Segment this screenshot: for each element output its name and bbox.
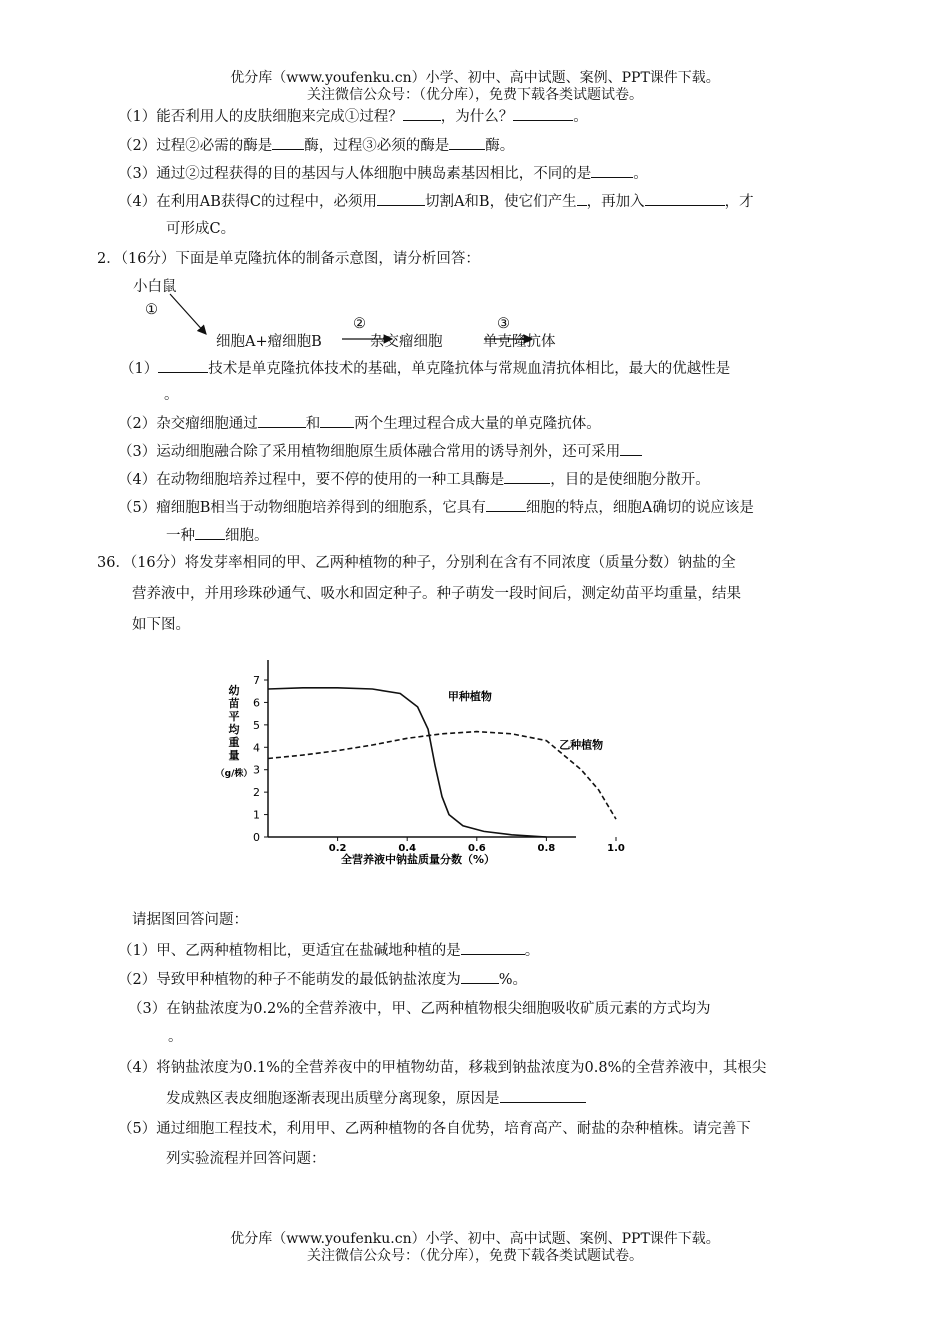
diagram-mouse: 小白鼠 <box>133 279 177 295</box>
y-tick-label: 6 <box>253 696 260 710</box>
q36-item-4-cont: 发成熟区表皮细胞逐渐表现出质壁分离现象，原因是 <box>166 1088 586 1109</box>
y-axis-label-unit: （g/株） <box>215 769 253 779</box>
q36-intro-2: 营养液中，并用珍珠砂通气、吸水和固定种子。种子萌发一段时间后，测定幼苗平均重量，结果 <box>132 586 741 602</box>
q1-item-4: （4）在利用AB获得C的过程中，必须用 切割A和B，使它们产生 ，再加入 ，才 <box>118 191 754 212</box>
x-tick-label: 0.4 <box>398 843 417 854</box>
series-label-2: 乙种植物 <box>559 738 604 752</box>
answer-blank[interactable] <box>195 525 225 540</box>
q36-item-5: （5）通过细胞工程技术，利用甲、乙两种植物的各自优势，培育高产、耐盐的杂种植株。请完善下 <box>118 1121 751 1137</box>
q36-item-4: （4）将钠盐浓度为0.1%的全营养夜中的甲植物幼苗，移栽到钠盐浓度为0.8%的全营养液中，其根尖 <box>118 1060 767 1076</box>
x-tick-label: 0.2 <box>328 843 347 854</box>
page-footer-line1: 优分库（www.youfenku.cn）小学、初中、高中试题、案例、PPT课件下载。 <box>230 1231 720 1247</box>
diagram-cells: 细胞A+瘤细胞B <box>216 334 322 350</box>
q36-intro-1: 36．（16分）将发芽率相同的甲、乙两种植物的种子，分别利在含有不同浓度（质量分数）钠盐的全 <box>97 555 736 571</box>
q2-item-2: （2）杂交瘤细胞通过 和 两个生理过程合成大量的单克隆抗体。 <box>118 413 601 434</box>
q1-item-2: （2）过程②必需的酶是 酶，过程③必须的酶是 酶。 <box>118 135 514 156</box>
series-label-1: 甲种植物 <box>447 690 492 704</box>
q36-item-2: （2）导致甲种植物的种子不能萌发的最低钠盐浓度为 %。 <box>118 969 527 990</box>
q2-item-4: （4）在动物细胞培养过程中，要不停的使用的一种工具酶是 ，目的是使细胞分散开。 <box>118 469 710 490</box>
y-axis-label-char: 量 <box>228 749 240 762</box>
q36-item-3: （3）在钠盐浓度为0.2%的全营养液中，甲、乙两种植物根尖细胞吸收矿质元素的方式均为 <box>128 1001 711 1017</box>
chart-xlabel: 全营养液中钠盐质量分数（%） <box>340 853 496 866</box>
q36-item-1: （1）甲、乙两种植物相比，更适宜在盐碱地种植的是 。 <box>118 940 539 961</box>
q36-prompt: 请据图回答问题： <box>132 912 248 928</box>
answer-blank[interactable] <box>504 469 550 484</box>
diagram-hybridoma: 杂交瘤细胞 <box>370 334 443 350</box>
q2-title: 2．（16分）下面是单克隆抗体的制备示意图，请分析回答： <box>97 251 480 267</box>
answer-blank[interactable] <box>258 413 306 428</box>
y-axis-label-char: 平 <box>228 710 240 723</box>
page-header-line1: 优分库（www.youfenku.cn）小学、初中、高中试题、案例、PPT课件下载。 <box>230 70 720 86</box>
q2-item-1: （1） 技术是单克隆抗体技术的基础，单克隆抗体与常规血清抗体相比，最大的优越性是 <box>120 358 730 379</box>
y-tick-label: 3 <box>253 763 260 777</box>
series-line-1 <box>268 688 546 837</box>
diagram-step-1: ① <box>145 302 158 318</box>
q2-item-5: （5）瘤细胞B相当于动物细胞培养得到的细胞系，它具有 细胞的特点，细胞A确切的说应该是 <box>118 497 754 518</box>
diagram-arrows <box>0 0 950 360</box>
y-axis-label-char: 重 <box>228 736 240 749</box>
q1-item-1: （1）能否利用人的皮肤细胞来完成①过程？ ，为什么？ 。 <box>118 106 588 127</box>
answer-blank[interactable] <box>500 1088 586 1103</box>
answer-blank[interactable] <box>461 969 499 984</box>
diagram-step-3: ③ <box>497 316 510 332</box>
y-tick-label: 0 <box>253 831 260 844</box>
page-header-line2: 关注微信公众号：（优分库），免费下载各类试题试卷。 <box>307 87 643 103</box>
y-tick-label: 5 <box>253 718 260 732</box>
answer-blank[interactable] <box>461 940 525 955</box>
q36-intro-3: 如下图。 <box>132 617 190 633</box>
y-axis-label-char: 幼 <box>228 684 240 697</box>
y-axis-label-char: 苗 <box>228 697 240 710</box>
answer-blank[interactable] <box>320 413 354 428</box>
answer-blank[interactable] <box>486 497 526 512</box>
diagram-antibody: 单克隆抗体 <box>483 334 556 350</box>
y-tick-label: 4 <box>253 741 260 755</box>
y-tick-label: 2 <box>253 786 260 800</box>
y-tick-label: 1 <box>253 808 260 822</box>
q2-item-5-cont: 一种 细胞。 <box>166 525 269 546</box>
q2-item-1-cont: 。 <box>164 387 179 403</box>
answer-blank[interactable] <box>620 441 642 456</box>
x-tick-label: 1.0 <box>607 843 625 854</box>
seedling-weight-chart <box>200 650 625 880</box>
x-tick-label: 0.8 <box>537 843 556 854</box>
q2-item-3: （3）运动细胞融合除了采用植物细胞原生质体融合常用的诱导剂外，还可采用 <box>118 441 642 462</box>
y-tick-label: 7 <box>253 674 260 687</box>
x-tick-label: 0.6 <box>467 843 486 854</box>
answer-blank[interactable] <box>158 358 208 373</box>
diagram-step-2: ② <box>353 316 366 332</box>
q36-item-5-cont: 列实验流程并回答问题： <box>166 1151 326 1167</box>
y-axis-label-char: 均 <box>228 723 240 736</box>
q1-item-4-cont: 可形成C。 <box>166 221 236 237</box>
q36-item-3-cont: 。 <box>168 1029 183 1045</box>
q1-item-3: （3）通过②过程获得的目的基因与人体细胞中胰岛素基因相比，不同的是 。 <box>118 163 648 184</box>
page-footer-line2: 关注微信公众号：（优分库），免费下载各类试题试卷。 <box>307 1248 643 1264</box>
arrow-step-1 <box>170 294 206 334</box>
